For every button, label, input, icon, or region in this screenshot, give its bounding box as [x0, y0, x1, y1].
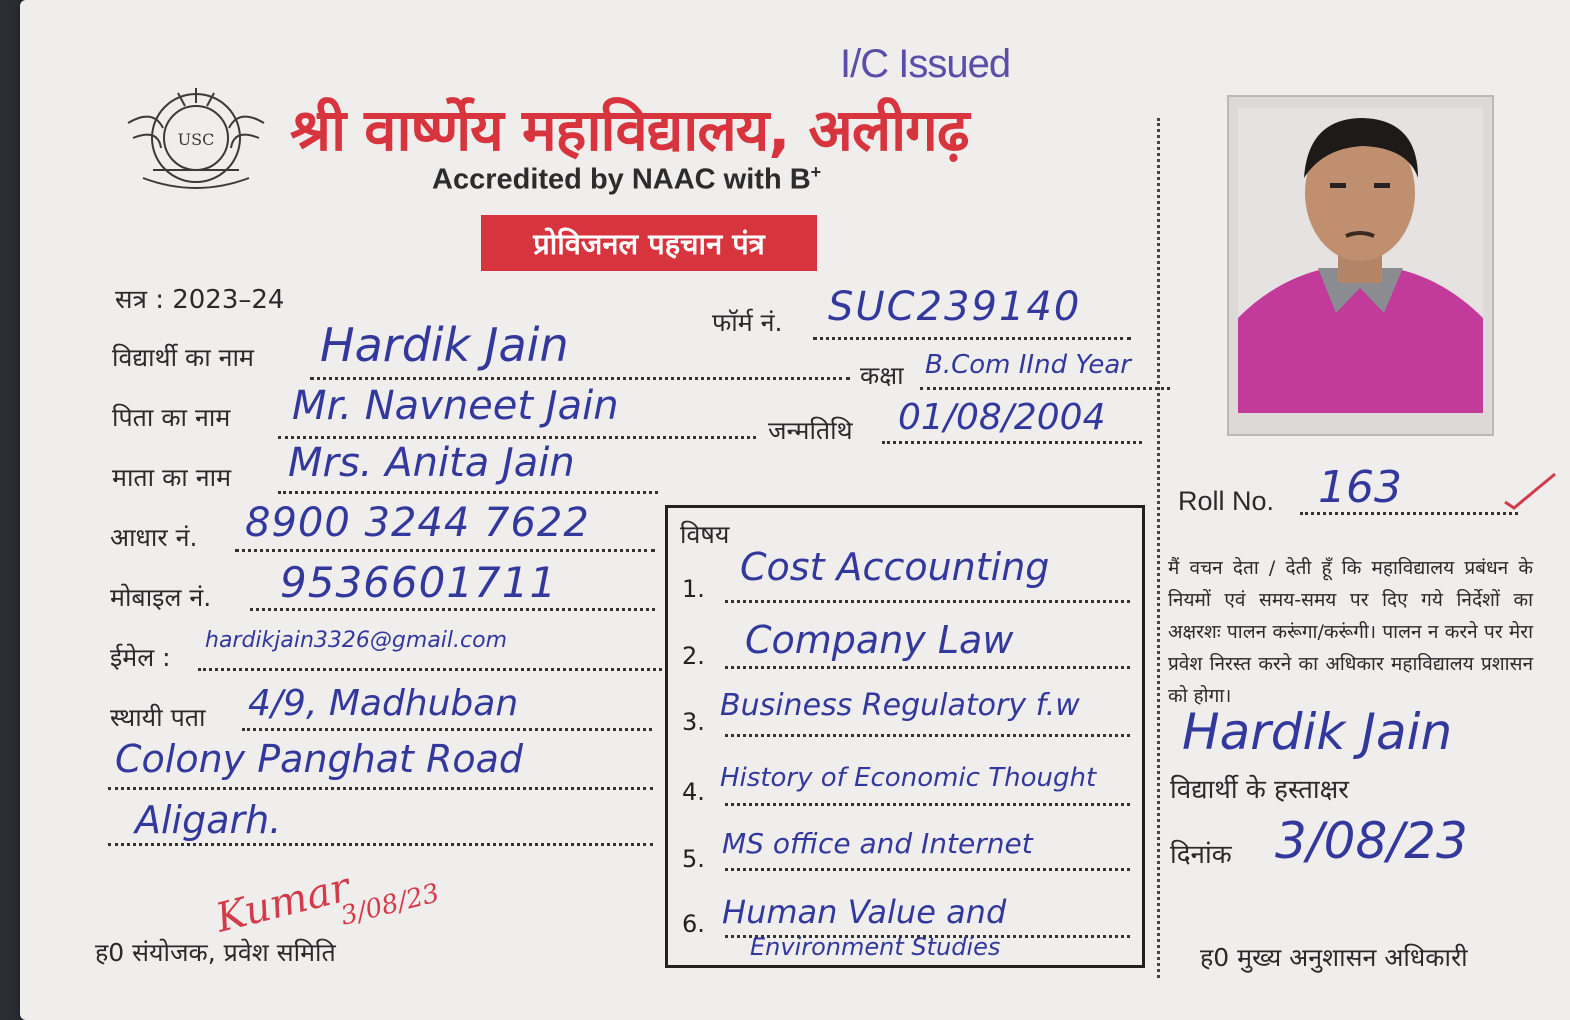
subject-6: Human Value and: [722, 893, 1007, 931]
subject-num-2: 2.: [682, 642, 705, 670]
id-card: [20, 0, 1570, 1020]
subject-3: Business Regulatory f.w: [720, 688, 1080, 723]
address-value-2: Colony Panghat Road: [115, 737, 524, 781]
accreditation-text: Accredited by NAAC with B: [432, 163, 811, 196]
subject-num-4: 4.: [682, 778, 705, 806]
address-label: स्थायी पता: [110, 703, 206, 732]
issued-stamp: I/C Issued: [840, 42, 1011, 86]
class-label: कक्षा: [860, 361, 904, 390]
date-label: दिनांक: [1170, 840, 1232, 870]
class-line: [920, 387, 1170, 390]
convenor-sign-date: 3/08/23: [337, 878, 443, 932]
aadhar-line: [235, 549, 655, 552]
mobile-label: मोबाइल नं.: [110, 583, 212, 612]
email-value: hardikjain3326@gmail.com: [205, 628, 508, 653]
subject-5: MS office and Internet: [722, 827, 1033, 860]
mobile-line: [250, 608, 655, 611]
subject-6-line2: Environment Studies: [750, 933, 1001, 961]
date-value: 3/08/23: [1275, 812, 1468, 870]
subject-line-3: [725, 734, 1130, 737]
mother-name-label: माता का नाम: [112, 463, 232, 492]
student-name-label: विद्यार्थी का नाम: [112, 343, 254, 372]
roll-no-label: Roll No.: [1178, 486, 1275, 516]
subjects-label: विषय: [680, 520, 730, 549]
dob-line: [882, 441, 1142, 444]
session-label: सत्र : 2023–24: [115, 285, 285, 315]
student-signature-label: विद्यार्थी के हस्ताक्षर: [1170, 775, 1349, 805]
father-name-label: पिता का नाम: [112, 403, 231, 432]
card-title-badge: प्रोविजनल पहचान पंत्र: [481, 215, 817, 271]
convenor-label: ह0 संयोजक, प्रवेश समिति: [95, 938, 336, 967]
subject-line-5: [725, 868, 1130, 871]
subject-num-6: 6.: [682, 910, 705, 938]
convenor-signature: Kumar: [211, 864, 355, 942]
mobile-value: 9536601711: [280, 558, 558, 607]
mother-name-value: Mrs. Anita Jain: [288, 440, 575, 486]
dob-label: जन्मतिथि: [768, 416, 853, 445]
aadhar-value: 8900 3244 7622: [245, 500, 590, 546]
subject-line-4: [725, 803, 1130, 806]
address-line-1: [242, 728, 652, 731]
form-no-value: SUC239140: [828, 284, 1082, 330]
address-value-3: Aligarh.: [135, 798, 282, 842]
student-photo: [1238, 108, 1483, 413]
check-mark-icon: [1500, 470, 1560, 510]
student-name-value: Hardik Jain: [320, 318, 569, 372]
subject-1: Cost Accounting: [740, 545, 1050, 589]
address-line-3: [108, 843, 653, 846]
subject-num-5: 5.: [682, 845, 705, 873]
aadhar-label: आधार नं.: [110, 523, 198, 552]
address-value-1: 4/9, Madhuban: [248, 683, 519, 724]
accreditation: [432, 162, 821, 197]
mother-name-line: [278, 491, 658, 494]
class-value: B.Com IInd Year: [925, 350, 1131, 380]
vertical-divider: [1157, 118, 1160, 978]
form-no-line: [813, 337, 1131, 340]
subject-line-2: [725, 666, 1130, 669]
subject-4: History of Economic Thought: [720, 763, 1097, 793]
college-name: श्री वार्ष्णेय महाविद्यालय, अलीगढ़: [290, 96, 969, 164]
student-signature: Hardik Jain: [1182, 703, 1453, 761]
form-no-label: फॉर्म नं.: [712, 308, 783, 337]
email-line: [198, 668, 668, 671]
officer-label: ह0 मुख्य अनुशासन अधिकारी: [1200, 943, 1468, 972]
subject-num-3: 3.: [682, 708, 705, 736]
email-label: ईमेल :: [110, 643, 171, 672]
father-name-line: [278, 436, 756, 439]
accreditation-grade-sup: +: [810, 162, 822, 182]
address-line-2: [108, 787, 653, 790]
subject-2: Company Law: [745, 618, 1014, 662]
roll-no-value: 163: [1318, 462, 1402, 513]
father-name-value: Mr. Navneet Jain: [292, 383, 619, 429]
dob-value: 01/08/2004: [898, 397, 1106, 438]
subject-num-1: 1.: [682, 575, 705, 603]
college-logo: [123, 78, 269, 196]
student-name-line: [310, 377, 850, 380]
logo-text: USC: [177, 130, 215, 149]
subject-line-1: [725, 600, 1130, 603]
declaration-text: मैं वचन देता / देती हूँ कि महाविद्यालय प्रबंधन के नियमों एवं समय-समय पर दिए गये निर्देशों का अक्षरशः पालन करूंगा/करूंगी। पालन न करने पर मेरा प्रवेश निरस्त करने का अधिकार महाविद्यालय प्रशासन को होगा।: [1168, 557, 1533, 707]
